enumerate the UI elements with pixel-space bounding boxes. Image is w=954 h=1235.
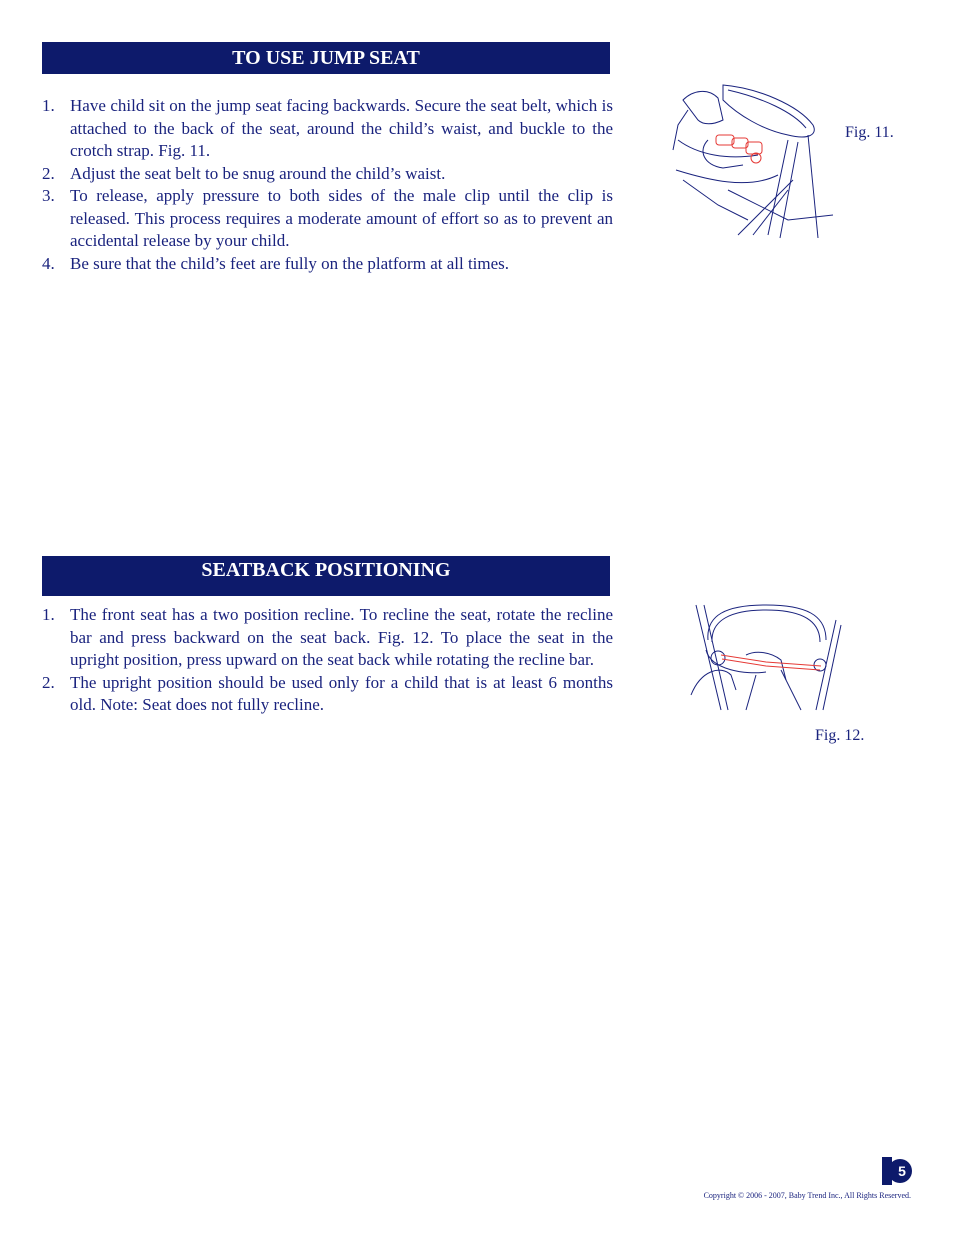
item-number: 3. [42,186,55,205]
item-text: To release, apply pressure to both sides of the male clip until the clip is released. This process requires a moderate amount of effort so as to prevent an accidental release by your child. [70,186,613,250]
item-text: The upright position should be used only for a child that is at least 6 months old. Note: Seat does not fully recline. [70,672,613,714]
section-title-seatback-positioning: SEATBACK POSITIONING [42,556,610,596]
figure-11-caption: Fig. 11. [845,124,894,141]
figure-12-seatback-illustration [686,600,846,712]
copyright-notice: Copyright © 2006 - 2007, Baby Trend Inc., All Rights Reserved. [703,1191,911,1200]
section-title-jump-seat: TO USE JUMP SEAT [42,42,610,74]
item-number: 1. [42,96,55,115]
item-text: Have child sit on the jump seat facing backwards. Secure the seat belt, which is attached to the back of the seat, around the child’s waist, and buckle to the crotch strap. Fig. 11. [70,96,613,160]
item-text: The front seat has a two position recline. To recline the seat, rotate the recline bar and press backward on the seat back. Fig. 12. To place the seat in the upright position, press upward on the seat back while rotating the recline bar. [70,605,613,669]
list-item [42,185,613,253]
page-number: 5 [898,1163,906,1179]
list-item [42,163,613,186]
item-number: 1. [42,605,55,624]
list-item [42,604,613,672]
item-number: 2. [42,163,55,183]
figure-11-jump-seat-illustration [668,80,838,240]
seatback-instructions [42,604,613,717]
figure-12-caption: Fig. 12. [815,727,865,744]
item-number: 4. [42,253,55,273]
item-text: Be sure that the child’s feet are fully on the platform at all times. [70,253,510,273]
list-item [42,672,613,717]
list-item [42,95,613,163]
item-text: Adjust the seat belt to be snug around the child’s waist. [70,163,446,183]
jump-seat-instructions [42,95,613,275]
item-number: 2. [42,672,55,692]
list-item [42,253,613,276]
